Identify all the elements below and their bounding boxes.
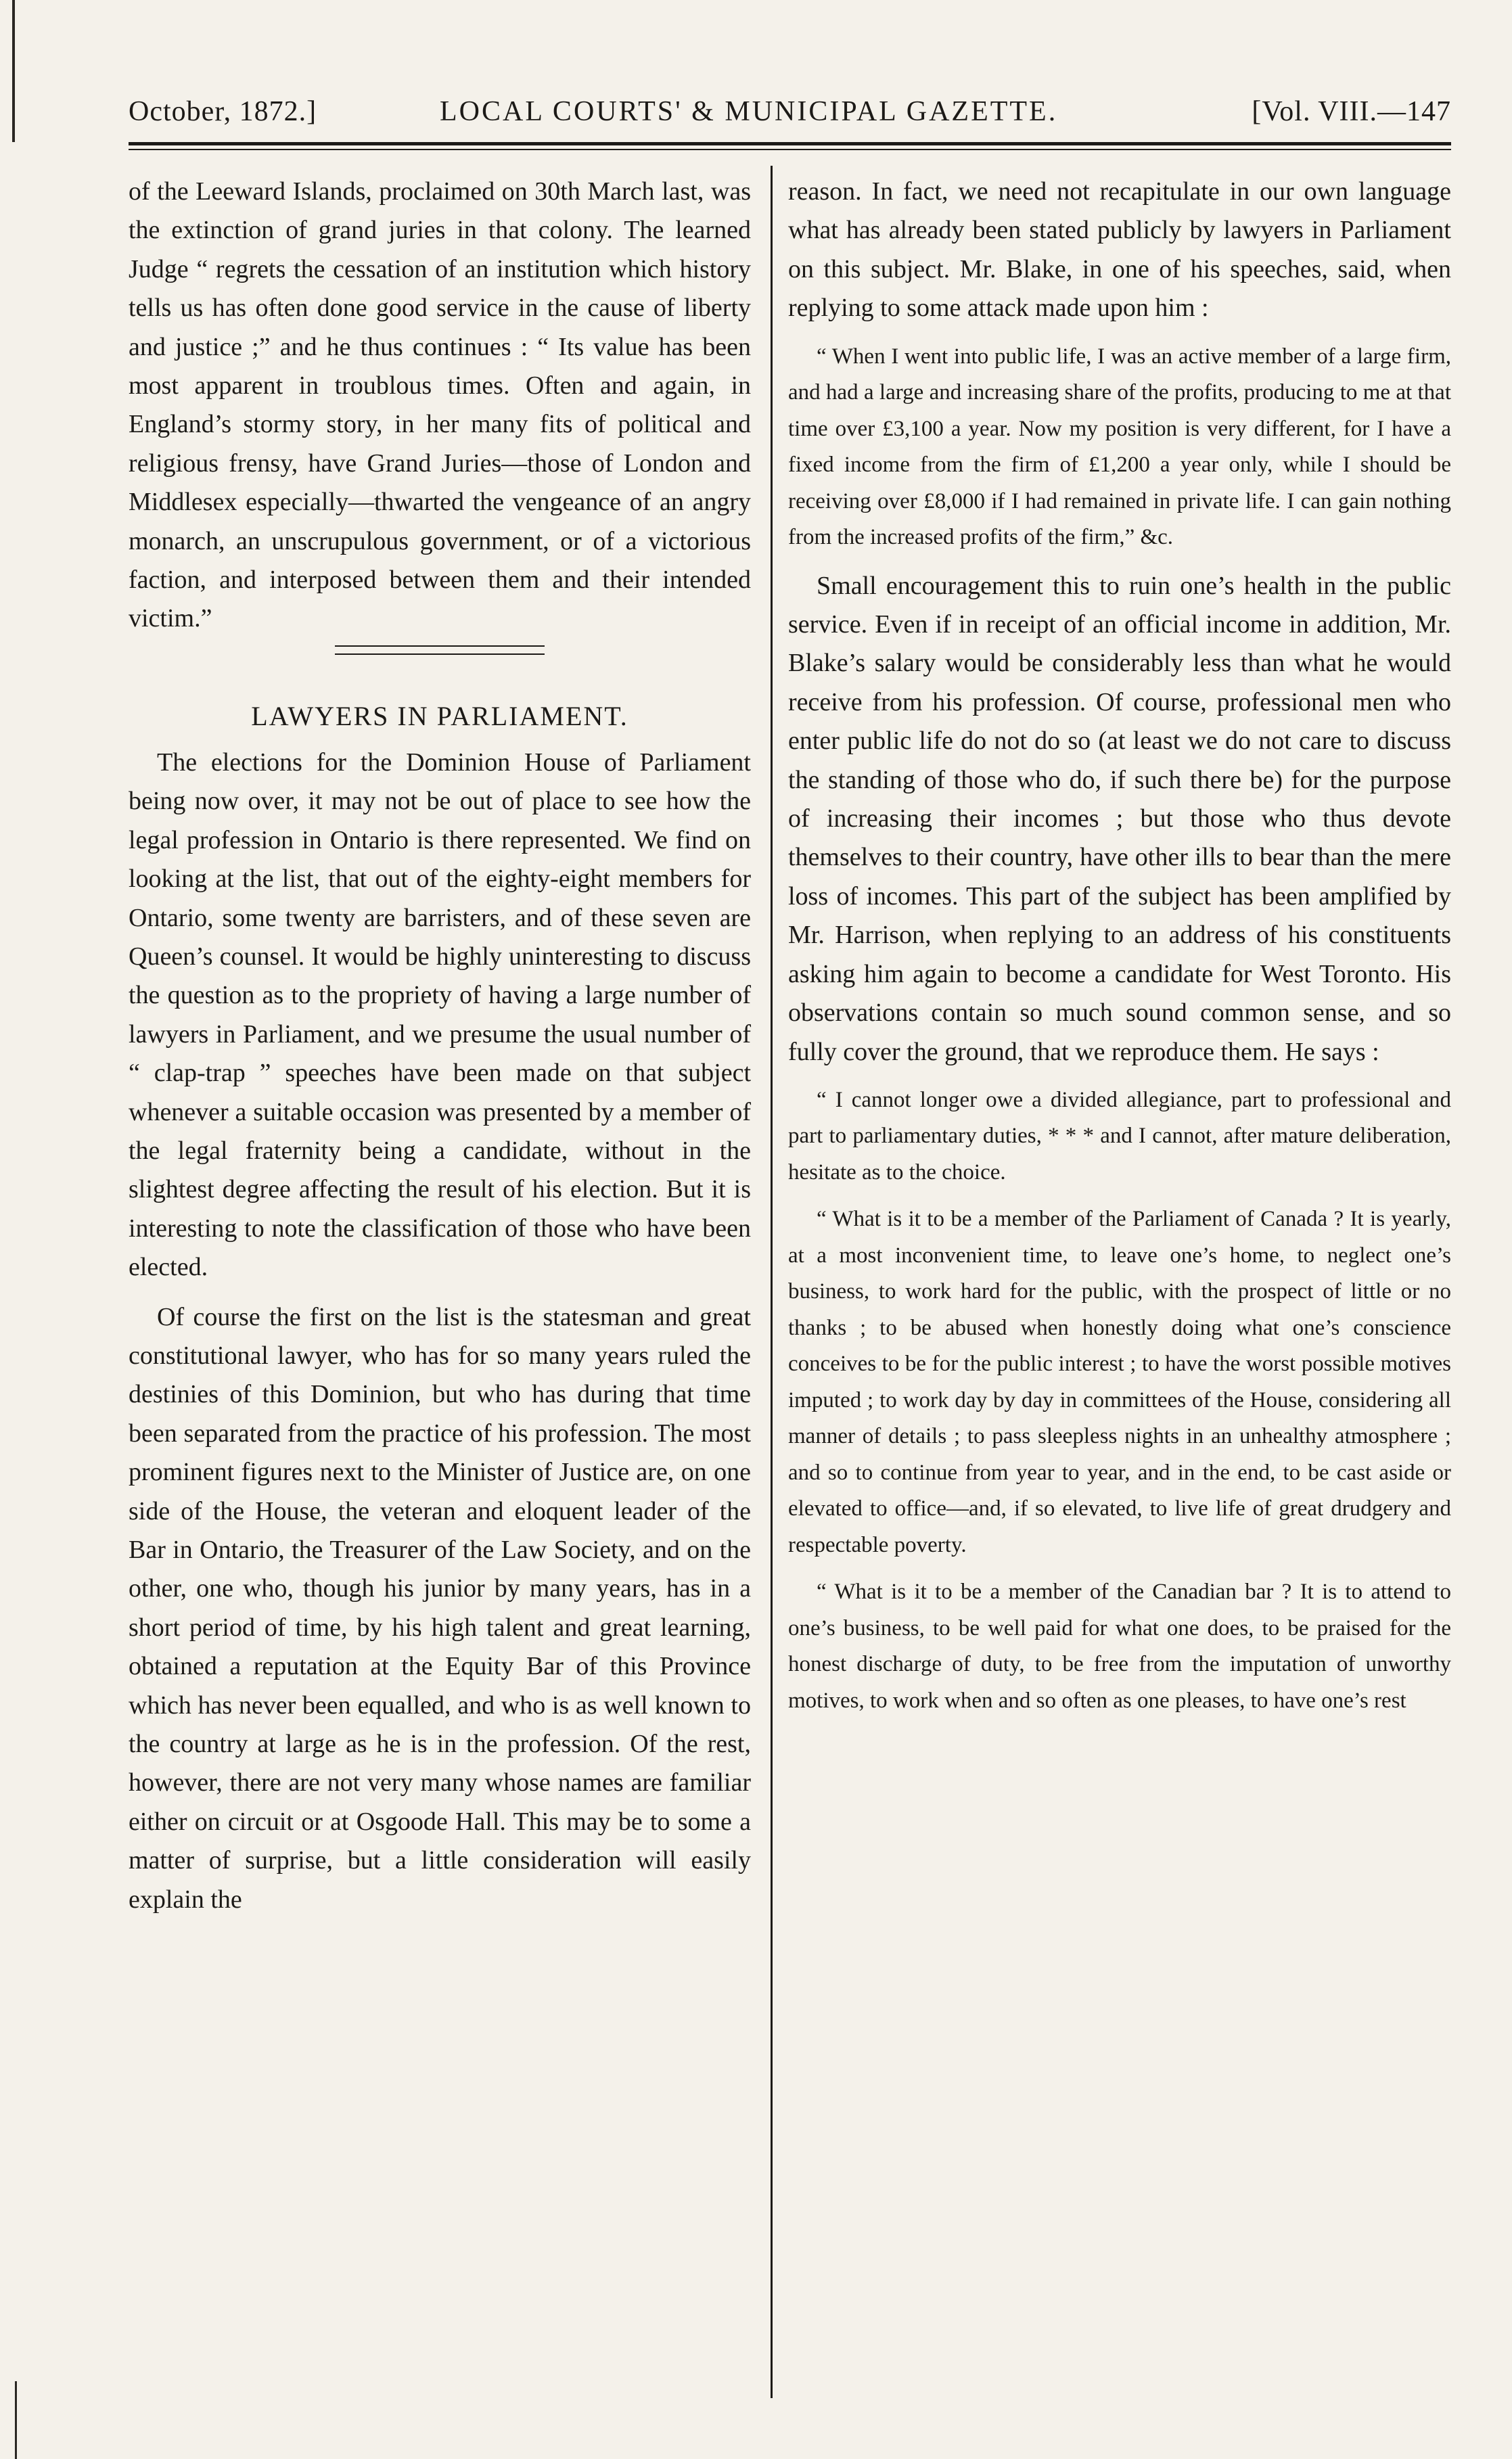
header-date: October, 1872.] [129,96,317,127]
separator-line-top [335,645,545,647]
separator-line-bottom [335,653,545,655]
header-rule-thin [129,149,1451,150]
header-title: LOCAL COURTS' & MUNICIPAL GAZETTE. [440,96,1058,127]
right-column [788,173,1451,1719]
left-intro-paragraph: of the Leeward Islands, proclaimed on 30th March last, was the extinction of grand juries in that colony. The learned Judge “ regrets the cessation of an institution which history tells us has often done good service in the cause of liberty and justice ;” and he thus continues : “ Its value has been most apparent in troublous times. Often and again, in England’s stormy story, in her many fits of political and religious frensy, have Grand Juries—those of London and Middlesex especially—thwarted the vengeance of an angry monarch, an unscrupulous government, or of a victorious faction, and interposed between them and their intended victim.” [129,177,751,633]
blake-quote: “ When I went into public life, I was an active member of a large firm, and had a large and increasing share of the profits, producing to me at that time over £3,100 a year. Now my position is very different, for I have a fixed income from the firm of £1,200 a year only, while I should be receiving over £8,000 if I had remained in private life. I can gain nothing from the increased profits of the firm,” &c. [788,344,1451,550]
scan-edge-top [12,0,15,142]
harrison-quote-1: “ I cannot longer owe a divided allegiance, part to professional and part to parliamentary duties, * * * and I cannot, after mature deliberation, hesitate as to the choice. [788,1087,1451,1185]
header-volume: [Vol. VIII.—147 [1252,96,1451,127]
section-heading: LAWYERS IN PARLIAMENT. [251,700,628,731]
left-paragraph-1: The elections for the Dominion House of Parliament being now over, it may not be out of place to see how the legal profession in Ontario is there represented. We find on looking at the list, that out of the eighty-eight members for Ontario, some twenty are barristers, and of these seven are Queen’s counsel. It would be highly uninteresting to discuss the question as to the propriety of having a large number of lawyers in Parliament, and we presume the usual number of “ clap-trap ” speeches have been made on that subject whenever a suitable occasion was presented by a member of the legal fraternity being a candidate, without in the slightest degree affecting the result of his election. But it is interesting to note the classification of those who have been elected. [129,748,751,1282]
harrison-quote-3: “ What is it to be a member of the Canadian bar ? It is to attend to one’s business, to be well paid for what one does, to be praised for the honest discharge of duty, to be free from the imputation of unworthy motives, to work when and so often as one pleases, to have one’s rest [788,1580,1451,1713]
left-column [129,173,751,1919]
header-rule-thick [129,142,1451,145]
harrison-quote-2: “ What is it to be a member of the Parliament of Canada ? It is yearly, at a most inconvenient time, to leave one’s home, to neglect one’s business, to work hard for the public, with the prospect of little or no thanks ; to be abused when honestly doing what one’s conscience conceives to be for the public interest ; to have the worst possible motives imputed ; to work day by day in committees of the House, considering all manner of details ; to pass sleepless nights in an unhealthy atmosphere ; and so to continue from year to year, and in the end, to be cast aside or elevated to office—and, if so elevated, to live life of great drudgery and respectable poverty. [788,1207,1451,1557]
section-separator [129,639,751,676]
scan-edge-bottom [15,2381,17,2459]
column-divider [771,166,773,2398]
page-header [129,91,1451,132]
right-paragraph-1: Small encouragement this to ruin one’s health in the public service. Even if in receipt of an official income in addition, Mr. Blake’s salary would be considerably less than what he would receive from his profession. Of course, professional men who enter public life do not do so (at least we do not care to discuss the standing of those who do, if such there be) for the purpose of increasing their incomes ; but those who thus devote themselves to their country, have other ills to bear than the mere loss of incomes. This part of the subject has been amplified by Mr. Harrison, when replying to an address of his constituents asking him again to become a candidate for West Toronto. His observations contain so much sound common sense, and so fully cover the ground, that we reproduce them. He says : [788,571,1451,1066]
right-intro-paragraph: reason. In fact, we need not recapitulate in our own language what has already been stated publicly by lawyers in Parliament on this subject. Mr. Blake, in one of his speeches, said, when replying to some attack made upon him : [788,177,1451,323]
left-paragraph-2: Of course the first on the list is the statesman and great constitutional lawyer, who has for so many years ruled the destinies of this Dominion, but who has during that time been separated from the practice of his profession. The most prominent figures next to the Minister of Justice are, on one side of the House, the veteran and eloquent leader of the Bar in Ontario, the Treasurer of the Law Society, and on the other, one who, though his junior by many years, has in a short period of time, by his high talent and great learning, obtained a reputation at the Equity Bar of this Province which has never been equalled, and who is as well known to the country at large as he is in the profession. Of the rest, however, there are not very many whose names are familiar either on circuit or at Osgoode Hall. This may be to some a matter of surprise, but a little consideration will easily explain the [129,1302,751,1914]
